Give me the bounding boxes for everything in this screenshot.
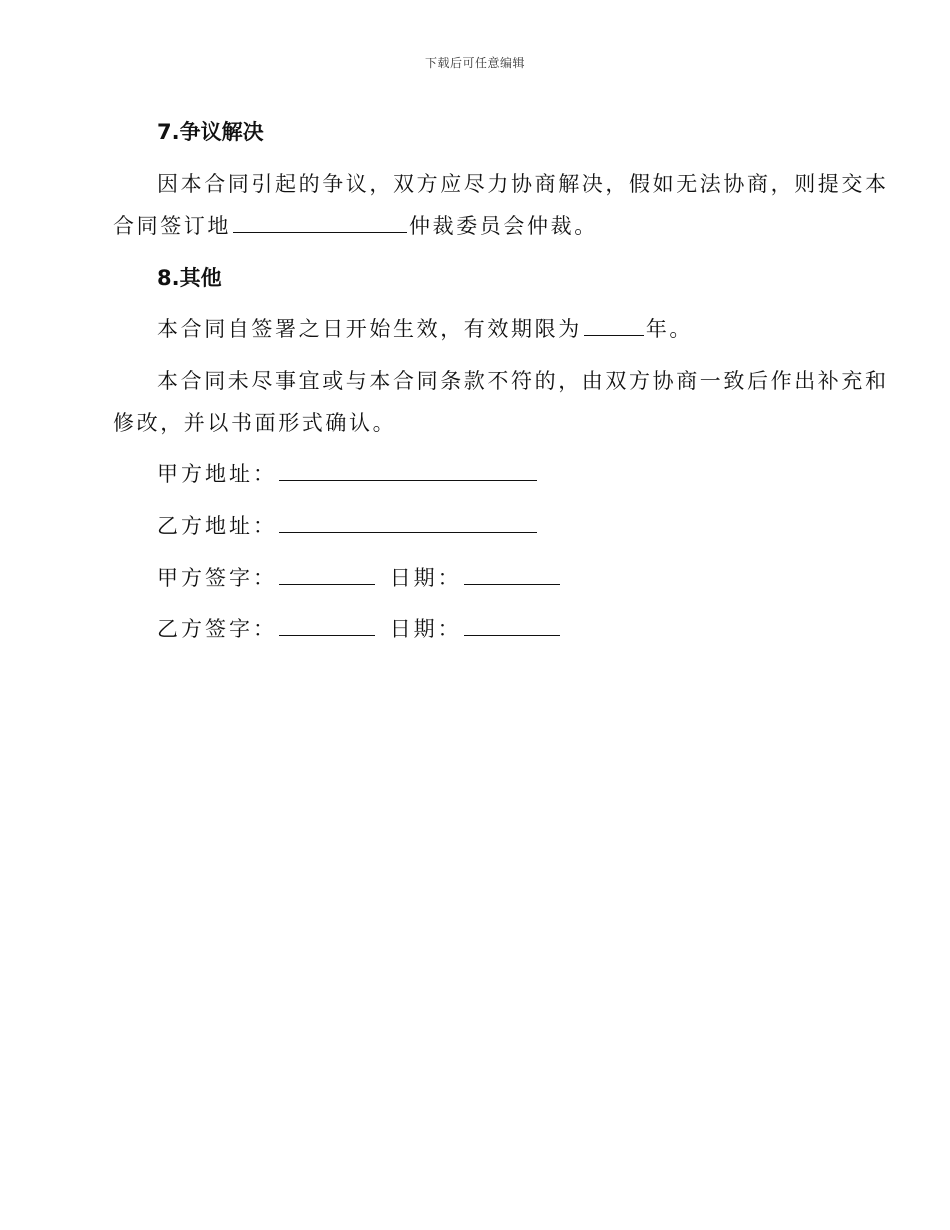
party-a-date-label: 日期： <box>389 566 462 590</box>
party-b-address-blank <box>279 531 537 533</box>
party-b-sign-blank <box>279 634 375 636</box>
party-a-sign-blank <box>279 583 375 585</box>
party-a-address-label: 甲方地址： <box>157 462 277 486</box>
party-a-sign-label: 甲方签字： <box>157 566 277 590</box>
party-a-address-blank <box>279 479 537 481</box>
arbitration-place-blank <box>233 231 407 233</box>
validity-line <box>157 313 693 343</box>
page-header: 下载后可任意编辑 <box>424 56 525 70</box>
supplement-line-2: 修改，并以书面形式确认。 <box>113 411 397 435</box>
validity-text-end: 年。 <box>645 317 694 341</box>
party-b-date-blank <box>464 634 560 636</box>
section-7-text-line-2-start: 合同签订地 <box>113 214 231 238</box>
party-b-address-label: 乙方地址： <box>157 514 277 538</box>
section-7-text-line-2-end: 仲裁委员会仲裁。 <box>409 214 598 238</box>
party-a-date-blank <box>464 583 560 585</box>
party-b-sign-label: 乙方签字： <box>157 617 277 641</box>
validity-years-blank <box>584 334 644 336</box>
party-a-sign-row <box>157 562 562 592</box>
section-7-text-line-2 <box>113 210 833 240</box>
section-7-text-line-1: 因本合同引起的争议，双方应尽力协商解决，假如无法协商，则提交本 <box>157 172 889 196</box>
section-8-heading: 8.其他 <box>157 266 222 290</box>
section-7-heading: 7.争议解决 <box>157 120 264 144</box>
supplement-line-1: 本合同未尽事宜或与本合同条款不符的，由双方协商一致后作出补充和 <box>157 369 889 393</box>
party-a-address-row <box>157 458 539 488</box>
validity-text-start: 本合同自签署之日开始生效，有效期限为 <box>157 317 582 341</box>
party-b-date-label: 日期： <box>389 617 462 641</box>
party-b-sign-row <box>157 613 562 643</box>
party-b-address-row <box>157 510 539 540</box>
